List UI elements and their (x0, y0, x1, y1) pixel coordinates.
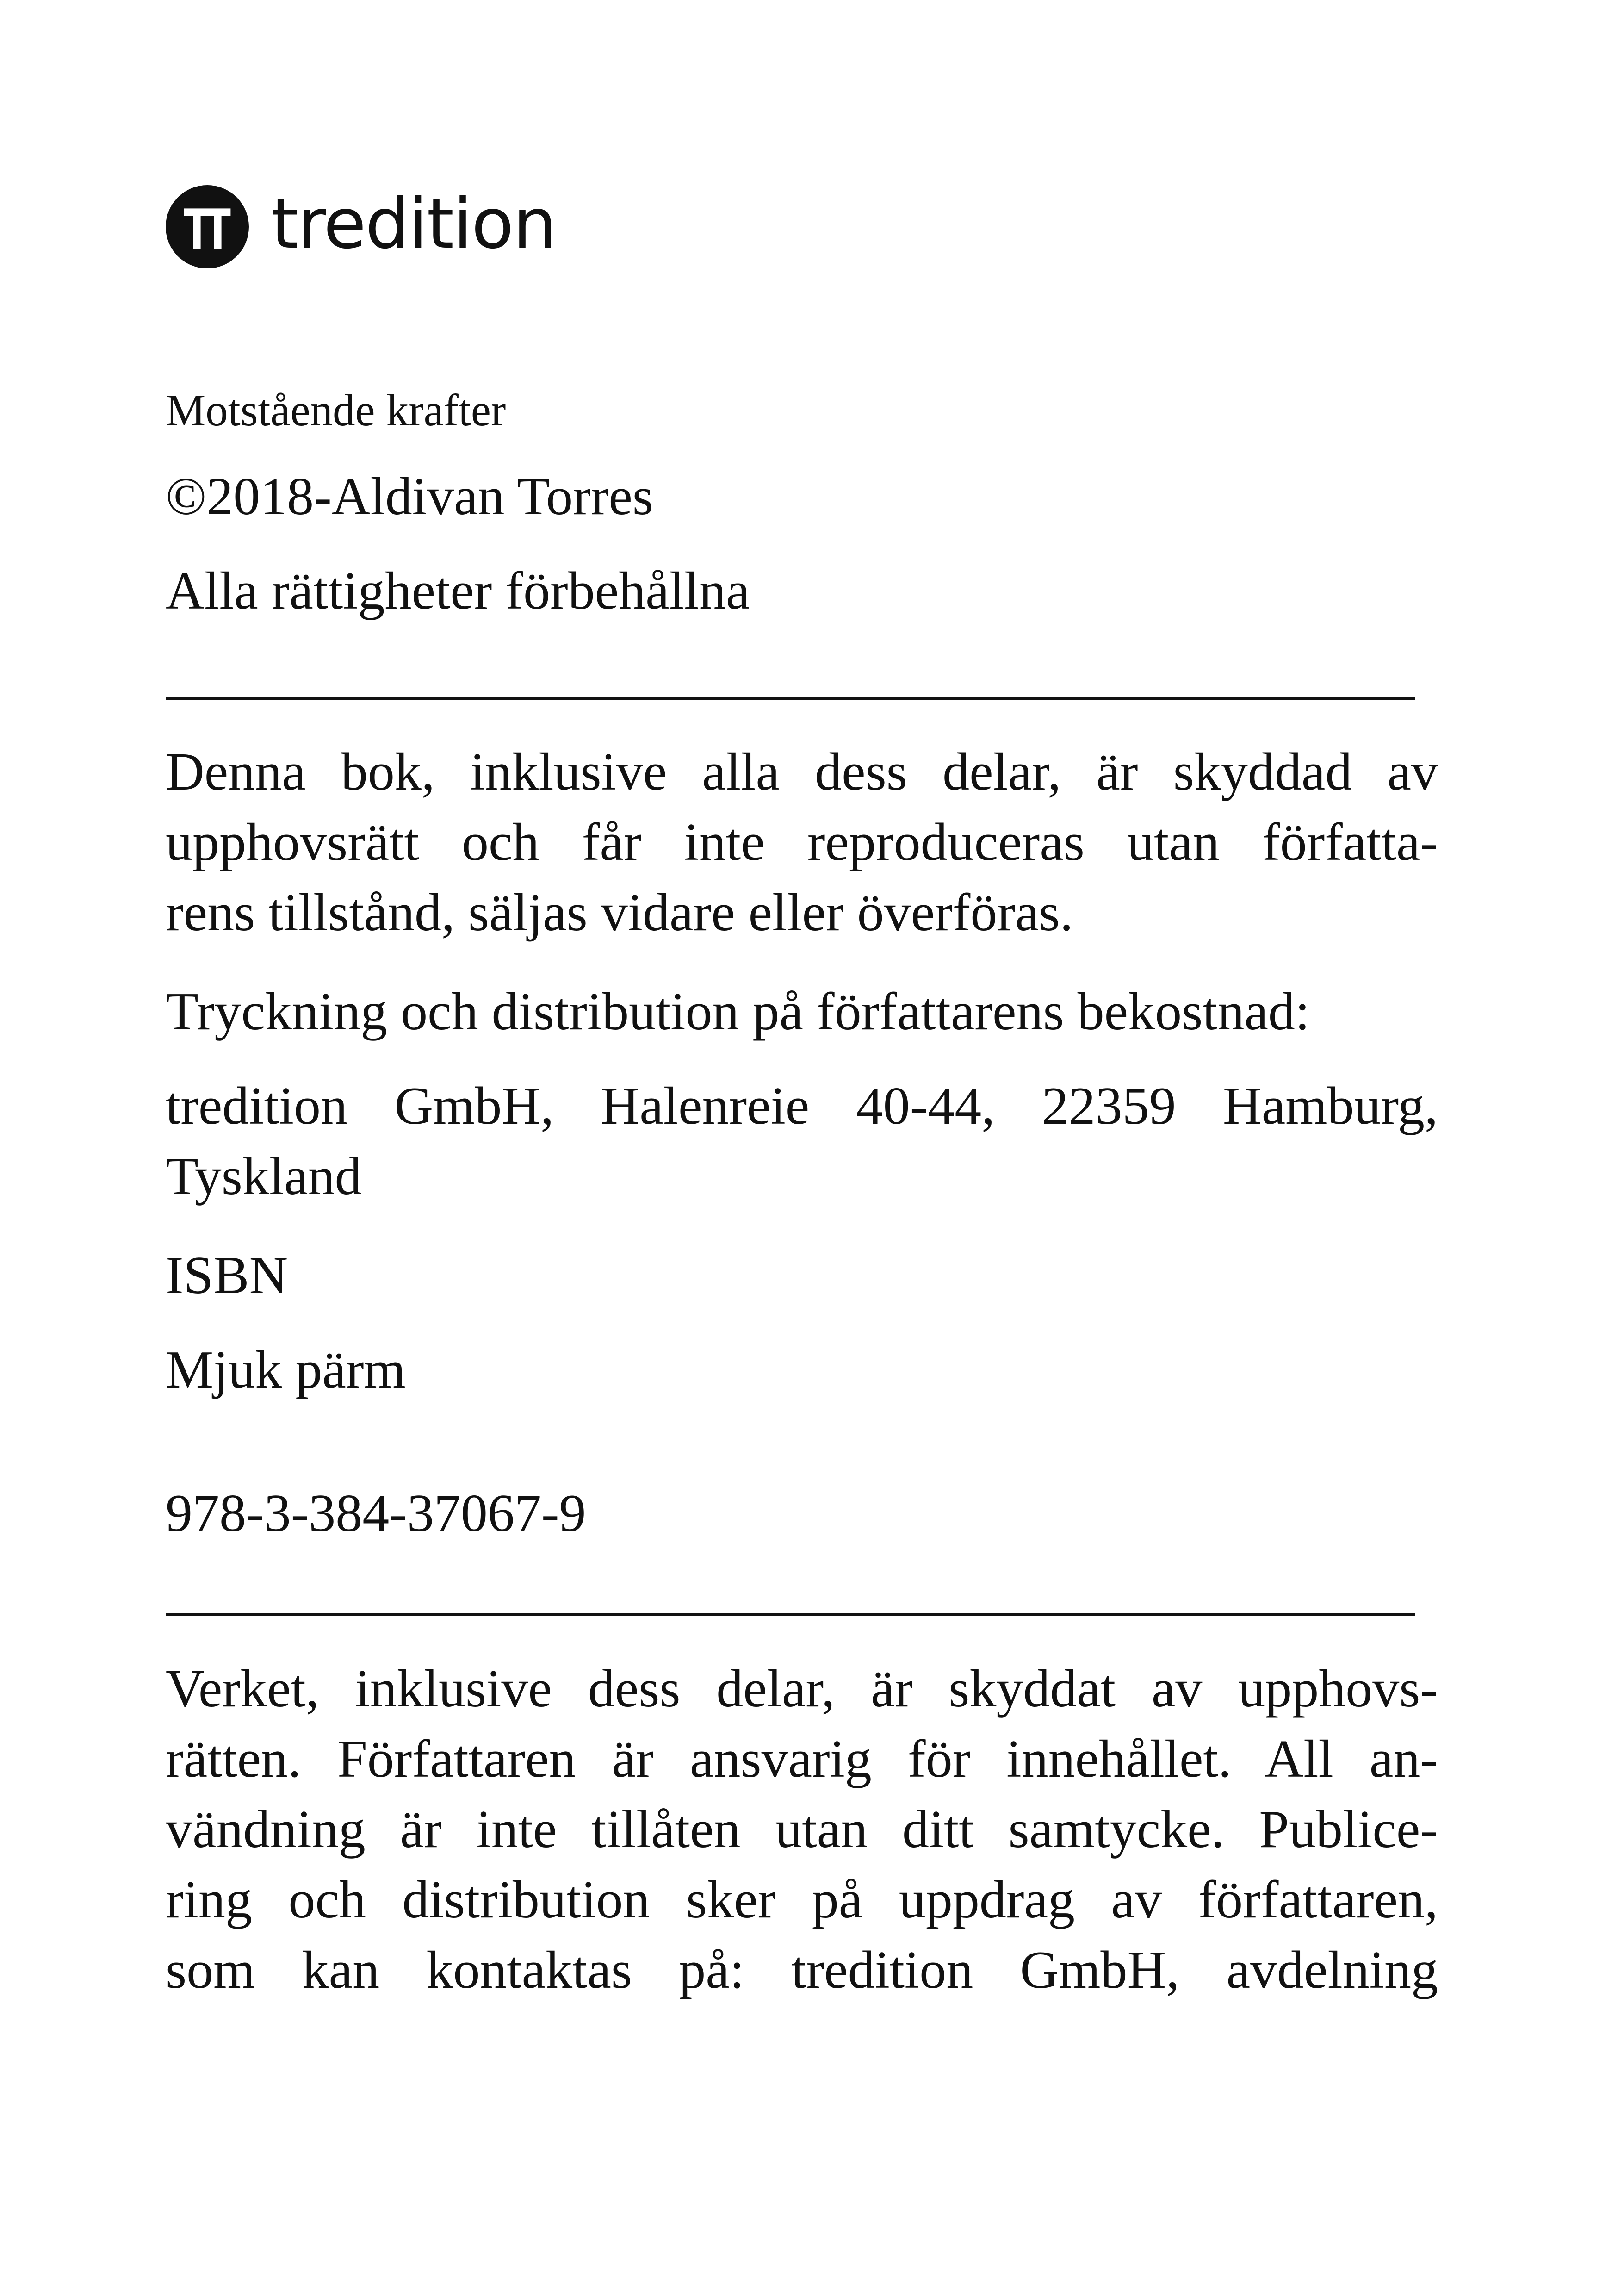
copyright-notice-line: upphovsrätt och får inte reproduceras utan författa- (166, 813, 1438, 872)
isbn-number: 978-3-384-37067-9 (166, 1484, 586, 1543)
work-notice-line: rätten. Författaren är ansvarig för innehållet. All an- (166, 1730, 1438, 1789)
isbn-label: ISBN (166, 1246, 288, 1305)
copyright-line: ©2018-Aldivan Torres (166, 467, 654, 526)
work-notice-line: ring och distribution sker på uppdrag av författaren, (166, 1870, 1438, 1929)
copyright-notice-line: rens tillstånd, säljas vidare eller överföras. (166, 883, 1073, 942)
publisher-logo (166, 185, 556, 268)
publisher-address-line: Tyskland (166, 1147, 362, 1206)
copyright-notice (166, 737, 1438, 948)
work-notice-line: Verket, inklusive dess delar, är skyddat av upphovs- (166, 1659, 1438, 1718)
tredition-logo-icon (166, 185, 249, 268)
divider-bottom (166, 1613, 1415, 1616)
logo-wordmark: tredition (271, 184, 556, 264)
work-notice (166, 1654, 1438, 2005)
rights-line: Alla rättigheter förbehållna (166, 561, 750, 621)
book-title: Motstående krafter (166, 386, 506, 435)
format-label: Mjuk pärm (166, 1340, 406, 1400)
work-notice-line: vändning är inte tillåten utan ditt samtycke. Publice- (166, 1800, 1438, 1859)
divider-top (166, 697, 1415, 700)
work-notice-line: som kan kontaktas på: tredition GmbH, avdelning (166, 1941, 1438, 2000)
printing-line: Tryckning och distribution på författarens bekostnad: (166, 982, 1310, 1041)
copyright-notice-line: Denna bok, inklusive alla dess delar, är skyddad av (166, 742, 1438, 802)
publisher-address (166, 1071, 1438, 1212)
publisher-address-line: tredition GmbH, Halenreie 40-44, 22359 Hamburg, (166, 1076, 1438, 1136)
imprint-content (166, 388, 1438, 2005)
